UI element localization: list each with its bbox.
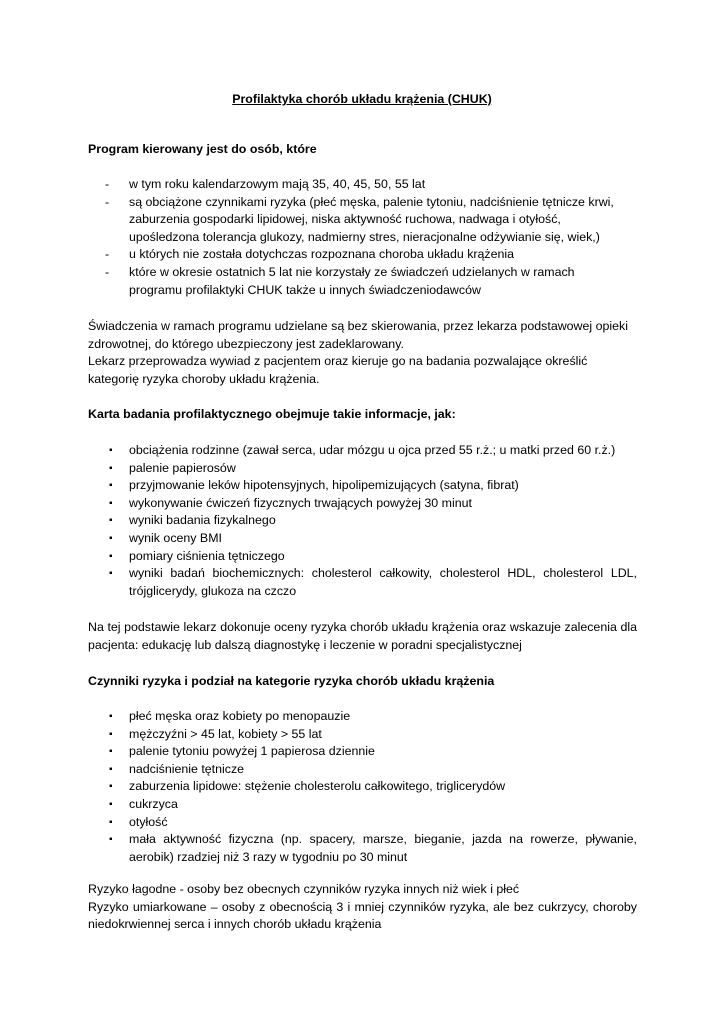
card-info-list [88, 442, 637, 600]
list-item: - które w okresie ostatnich 5 lat nie korzystały ze świadczeń udzielanych w ramach programu profilaktyki CHUK także u innych świadczeniodawców [105, 264, 575, 297]
list-item: ▪ mężczyźni > 45 lat, kobiety > 55 lat [88, 726, 637, 744]
square-bullet-icon: ▪ [109, 532, 113, 544]
document-title: Profilaktyka chorób układu krążenia (CHUK) [232, 92, 492, 106]
square-bullet-icon: ▪ [109, 798, 113, 810]
list-item: ▪ otyłość [88, 814, 637, 832]
list-item: ▪ płeć męska oraz kobiety po menopauzie [88, 708, 637, 726]
list-item: ▪ pomiary ciśnienia tętniczego [88, 548, 637, 566]
list-item: ▪ cukrzyca [88, 796, 637, 814]
risk-factor-list [88, 708, 637, 866]
list-item: ▪ wyniki badania fizykalnego [88, 512, 637, 530]
square-bullet-icon: ▪ [109, 515, 113, 527]
square-bullet-icon: ▪ [109, 462, 113, 474]
square-bullet-icon: ▪ [109, 763, 113, 775]
section-risk-factors [88, 673, 637, 691]
square-bullet-icon: ▪ [109, 445, 113, 456]
list-item: ▪ wynik oceny BMI [88, 530, 637, 548]
dash-marker: - [105, 177, 110, 191]
list-item: ▪ nadciśnienie tętnicze [88, 761, 637, 779]
list-item: ▪ palenie papierosów [88, 460, 637, 478]
paragraph: Na tej podstawie lekarz dokonuje oceny ryzyka chorób układu krążenia oraz wskazuje zalecenia dla pacjenta: edukację lub dalszą diagnostykę i leczenie w poradni specjalistycznej [88, 620, 637, 652]
dash-marker: - [105, 247, 110, 262]
list-item: ▪ wyniki badań biochemicznych: cholesterol całkowity, cholesterol HDL, cholesterol LDL, trójglicerydy, glukoza na czczo [109, 566, 637, 598]
square-bullet-icon: ▪ [109, 834, 113, 846]
square-bullet-icon: ▪ [109, 746, 113, 758]
paragraph: Lekarz przeprowadza wywiad z pacjentem oraz kieruje go na badania pozwalające określić kategorię ryzyka choroby układu krążenia. [88, 354, 588, 386]
program-description [88, 318, 637, 388]
list-item: - u których nie została dotychczas rozpoznana choroba układu krążenia [88, 246, 624, 264]
list-item: - w tym roku kalendarzowym mają 35, 40, 45, 50, 55 lat [88, 176, 624, 194]
section-card-info [88, 406, 637, 424]
risk-moderate: Ryzyko umiarkowane – osoby z obecnością 3 i mniej czynników ryzyka, ale bez cukrzycy, choroby niedokrwiennej serca i innych chorób układu krążenia [88, 899, 637, 932]
square-bullet-icon: ▪ [109, 497, 113, 509]
list-item: ▪ przyjmowanie leków hipotensyjnych, hipolipemizujących (satyna, fibrat) [88, 477, 637, 495]
dash-marker: - [105, 194, 110, 209]
assessment-paragraph [88, 619, 637, 654]
square-bullet-icon: ▪ [109, 711, 113, 722]
square-bullet-icon: ▪ [109, 480, 113, 492]
section-heading: Program kierowany jest do osób, które [88, 142, 317, 156]
square-bullet-icon: ▪ [109, 816, 113, 828]
list-item: ▪ mała aktywność fizyczna (np. spacery, marsze, bieganie, jazda na rowerze, pływanie, aerobik) rzadziej niż 3 razy w tygodniu po 30 minut [109, 832, 637, 864]
list-item: - są obciążone czynnikami ryzyka (płeć męska, palenie tytoniu, nadciśnienie tętnicze krwi, zaburzenia gospodarki lipidowej, niska aktywność ruchowa, nadwaga i otyłość, upośledzona tolerancja glukozy, nadmierny stres, nieracjonalne odżywianie się, wiek,) [105, 194, 614, 244]
square-bullet-icon: ▪ [109, 728, 113, 740]
risk-low: Ryzyko łagodne - osoby bez obecnych czynników ryzyka innych niż wiek i płeć [88, 882, 520, 896]
list-item: ▪ wykonywanie ćwiczeń fizycznych trwających powyżej 30 minut [88, 495, 637, 513]
list-item: ▪ zaburzenia lipidowe: stężenie cholesterolu całkowitego, triglicerydów [88, 778, 637, 796]
square-bullet-icon: ▪ [109, 568, 113, 580]
list-item: ▪ obciążenia rodzinne (zawał serca, udar mózgu u ojca przed 55 r.ż.; u matki przed 60 r.ż.) [88, 442, 637, 460]
risk-categories [88, 881, 637, 934]
target-list [88, 176, 624, 299]
square-bullet-icon: ▪ [109, 550, 113, 562]
paragraph: Świadczenia w ramach programu udzielane są bez skierowania, przez lekarza podstawowej opieki zdrowotnej, do którego ubezpieczony jest zadeklarowany. [88, 319, 628, 351]
dash-marker: - [105, 264, 110, 279]
square-bullet-icon: ▪ [109, 781, 113, 793]
section-heading: Czynniki ryzyka i podział na kategorie ryzyka chorób układu krążenia [88, 674, 495, 688]
section-program-target [88, 141, 637, 159]
section-heading: Karta badania profilaktycznego obejmuje takie informacje, jak: [88, 407, 456, 421]
list-item: ▪ palenie tytoniu powyżej 1 papierosa dziennie [88, 743, 637, 761]
